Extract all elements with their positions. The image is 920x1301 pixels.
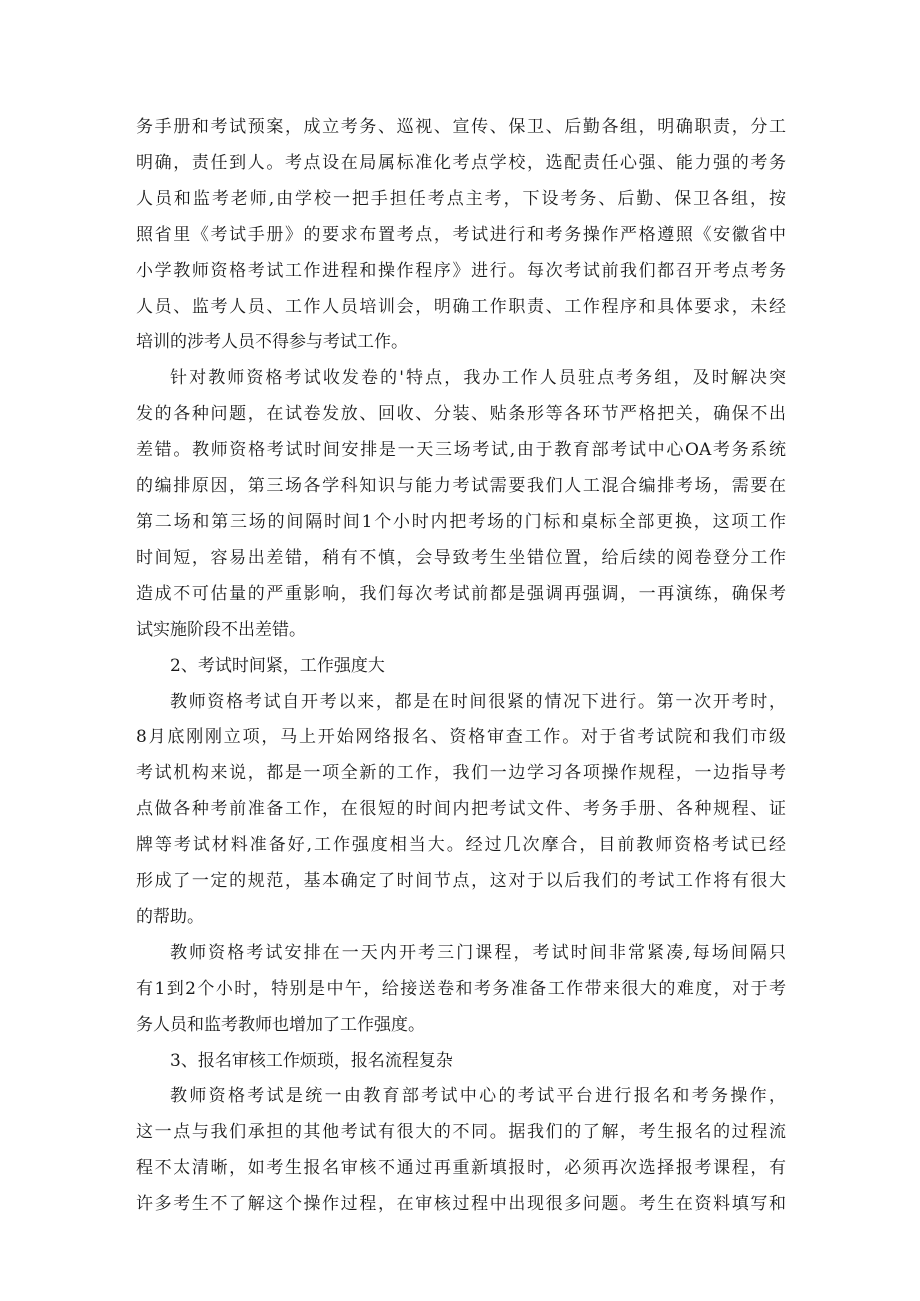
text-line: 有1到2个小时，特别是中午，给接送卷和考务准备工作带来很大的难度，对于考 <box>136 978 786 999</box>
text-line: 照省里《考试手册》的要求布置考点，考试进行和考务操作严格遵照《安徽省中 <box>136 224 786 245</box>
text-line: 针对教师资格考试收发卷的'特点，我办工作人员驻点考务组，及时解决突 <box>170 368 786 389</box>
text-line: 考试机构来说，都是一项全新的工作，我们一边学习各项操作规程，一边指导考 <box>136 763 786 784</box>
text-line: 这一点与我们承担的其他考试有很大的不同。据我们的了解，考生报名的过程流 <box>136 1122 786 1143</box>
text-line: 培训的涉考人员不得参与考试工作。 <box>136 332 408 353</box>
paragraph <box>136 936 786 1044</box>
section-heading <box>136 649 786 685</box>
text-line: 形成了一定的规范，基本确定了时间节点，这对于以后我们的考试工作将有很大 <box>136 871 786 892</box>
text-line: 牌等考试材料准备好,工作强度相当大。经过几次摩合，目前教师资格考试已经 <box>136 835 786 856</box>
text-line: 许多考生不了解这个操作过程，在审核过程中出现很多问题。考生在资料填写和 <box>136 1194 786 1215</box>
text-line: 人员、监考人员、工作人员培训会，明确工作职责、工作程序和具体要求，未经 <box>136 296 786 317</box>
document-body <box>136 110 786 1223</box>
text-line: 小学教师资格考试工作进程和操作程序》进行。每次考试前我们都召开考点考务 <box>136 260 786 281</box>
text-line: 人员和监考老师,由学校一把手担任考点主考，下设考务、后勤、保卫各组，按 <box>136 188 786 209</box>
text-line: 务人员和监考教师也增加了工作强度。 <box>136 1014 425 1035</box>
paragraph <box>136 685 786 936</box>
paragraph <box>136 110 786 361</box>
text-line: 程不太清晰，如考生报名审核不通过再重新填报时，必须再次选择报考课程，有 <box>136 1158 786 1179</box>
text-line: 时间短，容易出差错，稍有不慎，会导致考生坐错位置，给后续的阅卷登分工作 <box>136 547 786 568</box>
text-line: 务手册和考试预案，成立考务、巡视、宣传、保卫、后勤各组，明确职责，分工 <box>136 117 786 137</box>
text-line: 的帮助。 <box>136 906 204 927</box>
text-line: 发的各种问题，在试卷发放、回收、分装、贴条形等各环节严格把关，确保不出 <box>136 404 786 425</box>
text-line: 试实施阶段不出差错。 <box>136 619 306 640</box>
paragraph <box>136 1079 786 1223</box>
text-line: 明确，责任到人。考点设在局属标准化考点学校，选配责任心强、能力强的考务 <box>136 152 786 173</box>
text-line: 点做各种考前准备工作，在很短的时间内把考试文件、考务手册、各种规程、证 <box>136 799 786 820</box>
text-line: 造成不可估量的严重影响，我们每次考试前都是强调再强调，一再演练，确保考 <box>136 583 786 604</box>
text-line: 差错。教师资格考试时间安排是一天三场考试,由于教育部考试中心OA考务系统 <box>136 440 786 461</box>
text-line: 教师资格考试是统一由教育部考试中心的考试平台进行报名和考务操作， <box>170 1086 786 1107</box>
text-line: 2、考试时间紧，工作强度大 <box>170 655 385 676</box>
text-line: 教师资格考试安排在一天内开考三门课程，考试时间非常紧凑,每场间隔只 <box>170 942 786 963</box>
text-line: 第二场和第三场的间隔时间1个小时内把考场的门标和桌标全部更换，这项工作 <box>136 511 786 532</box>
text-line: 的编排原因，第三场各学科知识与能力考试需要我们人工混合编排考场，需要在 <box>136 476 786 497</box>
text-line: 3、报名审核工作烦琐，报名流程复杂 <box>170 1050 453 1071</box>
paragraph <box>136 361 786 648</box>
section-heading <box>136 1044 786 1080</box>
text-line: 教师资格考试自开考以来，都是在时间很紧的情况下进行。第一次开考时， <box>170 691 786 712</box>
text-line: 8月底刚刚立项，马上开始网络报名、资格审查工作。对于省考试院和我们市级 <box>136 727 786 748</box>
